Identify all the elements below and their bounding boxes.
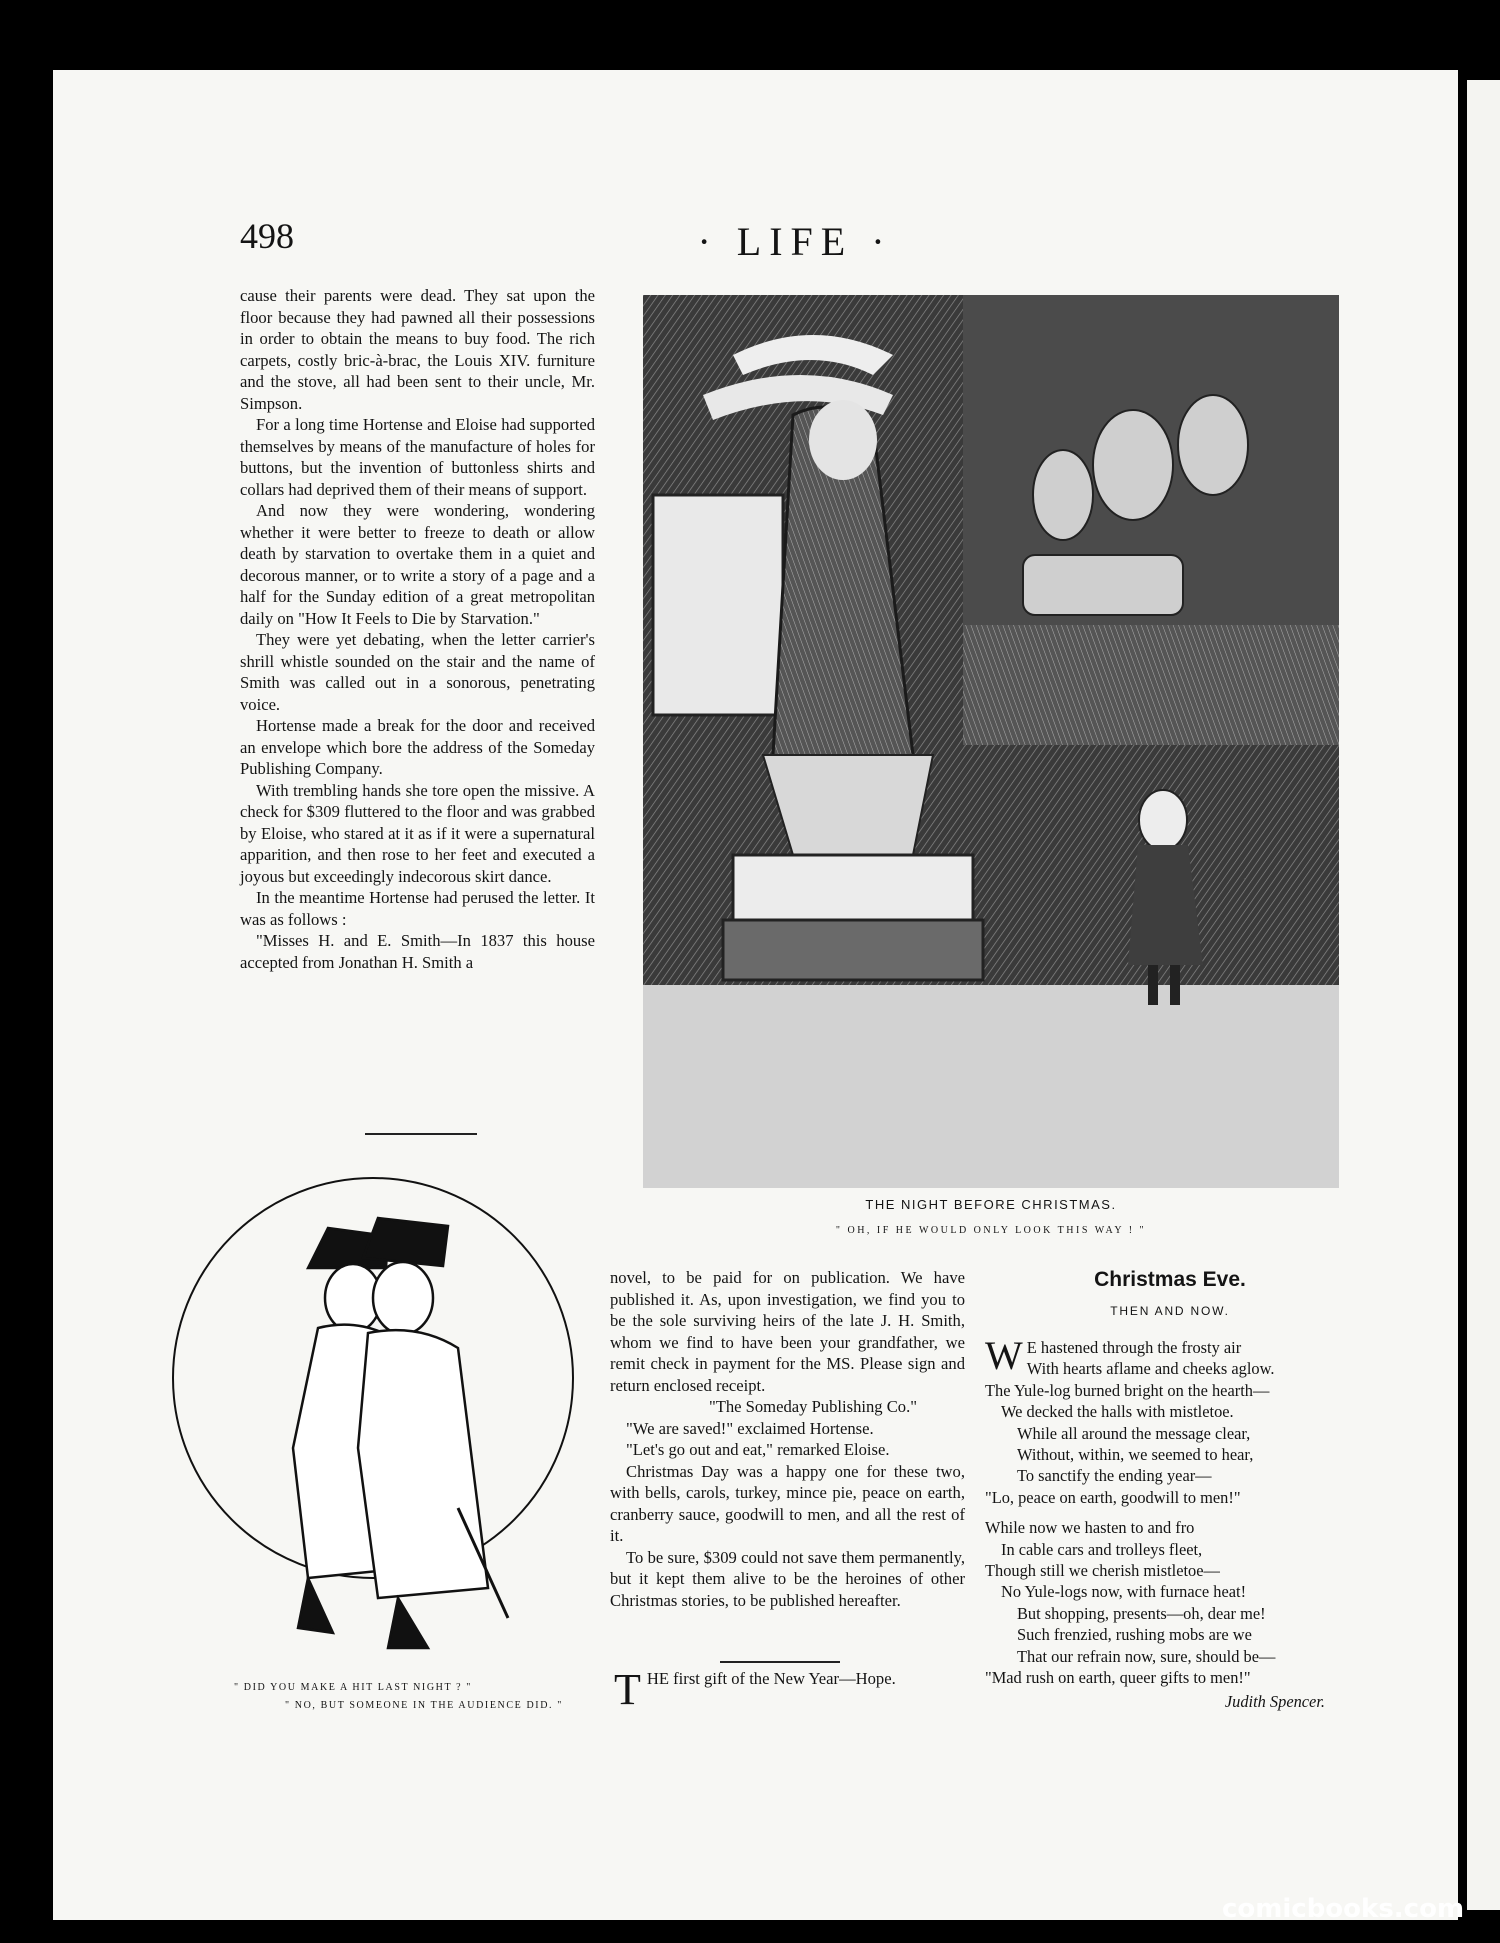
- paragraph: "Let's go out and eat," remarked Eloise.: [626, 1440, 890, 1459]
- paragraph: "We are saved!" exclaimed Hortense.: [626, 1418, 874, 1438]
- page-number: 498: [240, 216, 294, 256]
- poem-title: Christmas Eve.: [1094, 1268, 1246, 1291]
- poem-line: We decked the halls with mistletoe.: [1001, 1402, 1234, 1422]
- story-column-1: [240, 285, 595, 973]
- publisher-signoff: "The Someday Publishing Co.": [708, 1397, 917, 1416]
- poem-line: But shopping, presents—oh, dear me!: [1017, 1603, 1266, 1623]
- poem-line: While now we hasten to and fro: [985, 1518, 1195, 1538]
- poem-line: Without, within, we seemed to hear,: [1017, 1445, 1254, 1465]
- paragraph: "Misses H. and E. Smith—In 1837 this house accepted from Jonathan H. Smith a: [240, 931, 595, 972]
- site-watermark: comicbooks.com: [1222, 1894, 1465, 1924]
- illustration-drawing: [643, 295, 1339, 1188]
- paragraph: cause their parents were dead. They sat upon the floor because they had pawned all their possessions in order to obtain the means to buy food. The rich carpets, costly bric-à-brac, the Louis XIV. furniture and the stove, all had been sent to their uncle, Mr. Simpson.: [240, 286, 595, 413]
- two-men-cartoon: [158, 1148, 588, 1668]
- poem-line: In cable cars and trolleys fleet,: [1001, 1539, 1203, 1559]
- column-divider-rule: [365, 1133, 477, 1135]
- illustration-title: THE NIGHT BEFORE CHRISTMAS.: [865, 1197, 1117, 1212]
- cartoon-drawing: [158, 1148, 588, 1668]
- paragraph: Christmas Day was a happy one for these two, with bells, carols, turkey, mince pie, peace on earth, cranberry sauce, goodwill to men, and all the rest of it.: [610, 1461, 965, 1545]
- story-column-2: [610, 1267, 965, 1611]
- poem-line: "Mad rush on earth, queer gifts to men!": [985, 1668, 1251, 1688]
- poem-line: While all around the message clear,: [1017, 1423, 1251, 1443]
- drop-cap: T: [614, 1665, 641, 1714]
- poem-line: No Yule-logs now, with furnace heat!: [1001, 1582, 1247, 1602]
- new-year-paragraph: [610, 1665, 965, 1714]
- stanza-gap: [985, 1508, 1355, 1517]
- section-divider-rule: [720, 1661, 840, 1663]
- cartoon-caption-answer: " NO, BUT SOMEONE IN THE AUDIENCE DID. ": [285, 1700, 563, 1711]
- masthead: · LIFE ·: [697, 219, 893, 264]
- next-page-edge: [1467, 80, 1500, 1910]
- paragraph: Hortense made a break for the door and received an envelope which bore the address of the Someday Publishing Company.: [240, 716, 595, 778]
- poem-line: That our refrain now, sure, should be—: [1017, 1646, 1276, 1666]
- new-year-text: HE first gift of the New Year—Hope.: [646, 1669, 896, 1688]
- paragraph: In the meantime Hortense had perused the letter. It was as follows :: [240, 888, 595, 929]
- paragraph: To be sure, $309 could not save them permanently, but it kept them alive to be the heroines of other Christmas stories, to be published hereafter.: [610, 1547, 965, 1610]
- poem-line-text: E hastened through the frosty air: [1026, 1338, 1242, 1357]
- poem-author: Judith Spencer.: [1224, 1691, 1325, 1711]
- illustration-quote: " OH, IF HE WOULD ONLY LOOK THIS WAY ! ": [835, 1225, 1147, 1236]
- poem-line: Such frenzied, rushing mobs are we: [1017, 1625, 1252, 1645]
- paragraph: With trembling hands she tore open the missive. A check for $309 fluttered to the floor and was grabbed by Eloise, who stared at it as if it were a supernatural apparition, and then rose to her feet and executed a joyous but exceedingly indecorous skirt dance.: [240, 780, 595, 886]
- poem-line: To sanctify the ending year—: [1017, 1466, 1212, 1486]
- paragraph: novel, to be paid for on publication. We have published it. As, upon investigation, we find you to be the sole surviving heirs of the late J. H. Smith, whom we find to have been your grandfather, we remit check in payment for the MS. Please sign and return enclosed receipt.: [610, 1268, 965, 1395]
- poem-subtitle: THEN AND NOW.: [1110, 1304, 1230, 1318]
- poem-line: "Lo, peace on earth, goodwill to men!": [985, 1487, 1241, 1507]
- poem-body: [985, 1333, 1355, 1712]
- night-before-christmas-illustration: [643, 295, 1339, 1188]
- drop-cap: W: [985, 1333, 1023, 1378]
- cartoon-caption-question: " DID YOU MAKE A HIT LAST NIGHT ? ": [234, 1682, 472, 1693]
- poem-line: With hearts aflame and cheeks aglow.: [1026, 1359, 1275, 1379]
- paragraph: And now they were wondering, wondering whether it were better to freeze to death or allow death by starvation to overtake them in a quiet and decorous manner, or to write a story of a page and a half for the Sunday edition of a great metropolitan daily on "How It Feels to Die by Starvation.": [240, 501, 595, 628]
- paragraph: They were yet debating, when the letter carrier's shrill whistle sounded on the stair and the name of Smith was called out in a sonorous, penetrating voice.: [240, 630, 595, 714]
- poem-line: Though still we cherish mistletoe—: [985, 1561, 1220, 1581]
- poem-line: The Yule-log burned bright on the hearth—: [985, 1380, 1270, 1400]
- paragraph: For a long time Hortense and Eloise had supported themselves by means of the manufacture of holes for buttons, but the invention of buttonless shirts and collars had deprived them of their means of support.: [240, 415, 595, 499]
